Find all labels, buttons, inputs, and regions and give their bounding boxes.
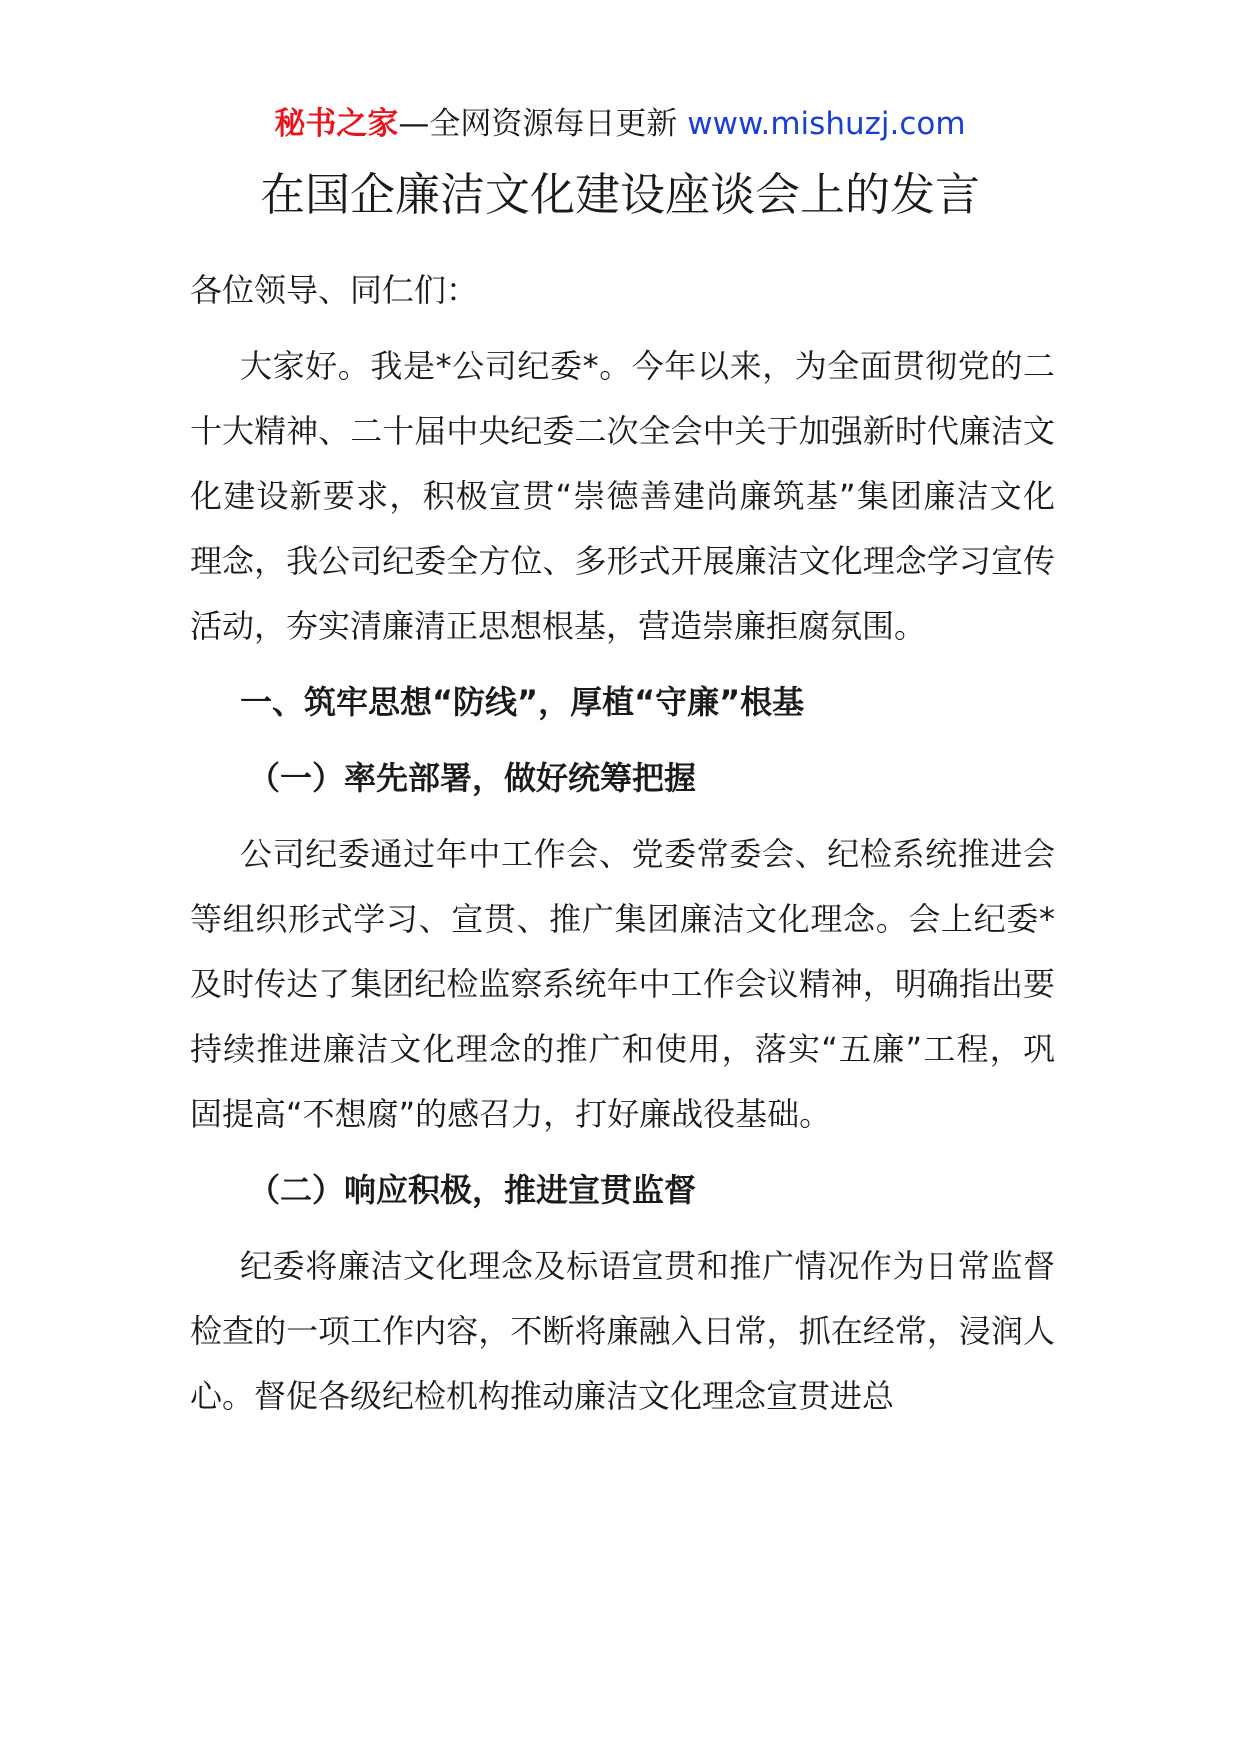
- subsection-2-heading: （二）响应积极，推进宣贯监督: [248, 1171, 697, 1209]
- site-banner: [0, 100, 1240, 148]
- banner-brand: 秘书之家: [274, 106, 399, 142]
- document-title: 在国企廉洁文化建设座谈会上的发言: [259, 168, 980, 221]
- banner-tagline: —全网资源每日更新: [398, 106, 678, 142]
- section-1-heading: 一、筑牢思想“防线”，厚植“守廉”根基: [240, 683, 805, 721]
- banner-url[interactable]: www.mishuzj.com: [687, 106, 966, 142]
- subsection-1-heading: （一）率先部署，做好统筹把握: [248, 759, 697, 797]
- subsection-2-paragraph: 纪委将廉洁文化理念及标语宣贯和推广情况作为日常监督检查的一项工作内容，不断将廉融入日常，抓在经常，浸润人心。督促各级纪检机构推动廉洁文化理念宣贯进总: [190, 1247, 1055, 1415]
- intro-paragraph: 大家好。我是*公司纪委*。今年以来，为全面贯彻党的二十大精神、二十届中央纪委二次全会中关于加强新时代廉洁文化建设新要求，积极宣贯“崇德善建尚廉筑基”集团廉洁文化理念，我公司纪委全方位、多形式开展廉洁文化理念学习宣传活动，夯实清廉清正思想根基，营造崇廉拒腐氛围。: [190, 347, 1055, 645]
- greeting: 各位领导、同仁们：: [190, 271, 479, 309]
- subsection-1-paragraph: 公司纪委通过年中工作会、党委常委会、纪检系统推进会等组织形式学习、宣贯、推广集团廉洁文化理念。会上纪委*及时传达了集团纪检监察系统年中工作会议精神，明确指出要持续推进廉洁文化理念的推广和使用，落实“五廉”工程，巩固提高“不想腐”的感召力，打好廉战役基础。: [190, 835, 1055, 1133]
- document-body: [190, 258, 1055, 1440]
